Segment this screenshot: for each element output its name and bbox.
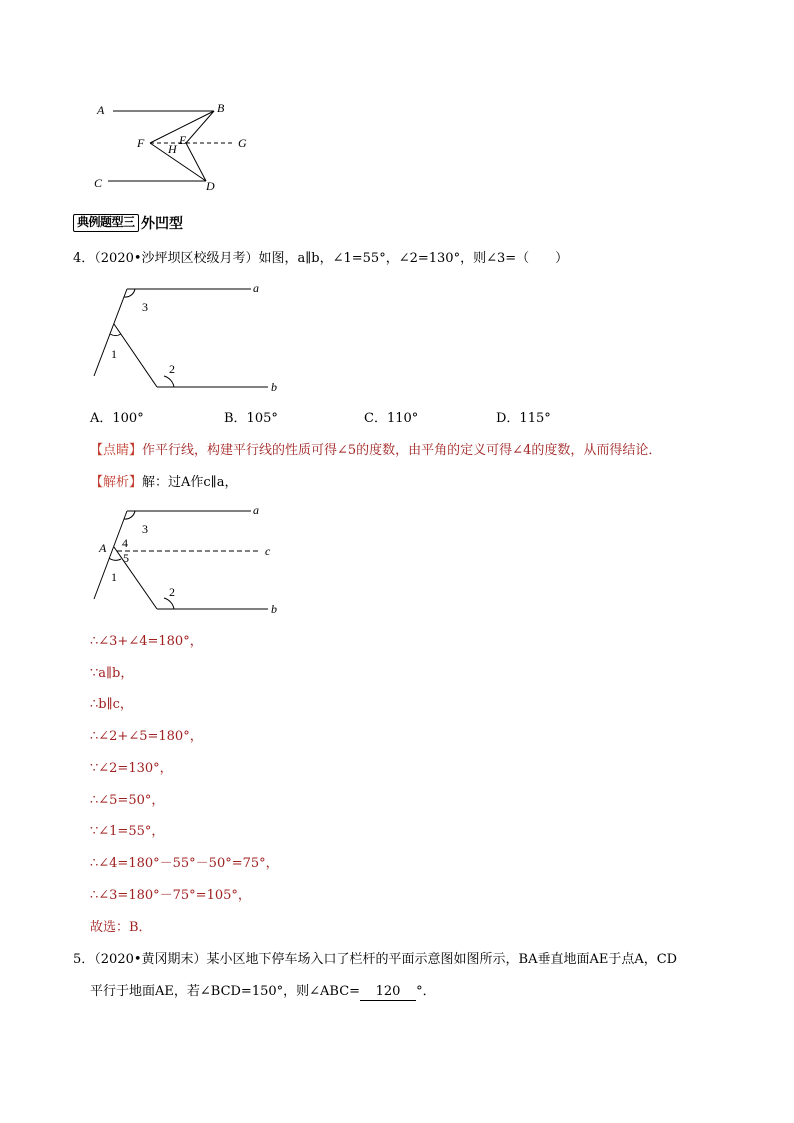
q4-label-3: 3 (142, 300, 148, 314)
q4f2-label-A: A (99, 541, 107, 555)
q4-stem: 4．（2020•沙坪坝区校级月考）如图，a∥b，∠1=55°，∠2=130°，则∠3=（ ） (73, 251, 569, 266)
label-F-top: F (137, 136, 145, 150)
q5-line-2-text: 平行于地面AE，若∠BCD=150°，则∠ABC= (90, 984, 361, 999)
q5-answer-blank: 120 (360, 984, 416, 1001)
q4f2-label-a: a (253, 503, 259, 517)
q4-hint-text: 作平行线，构建平行线的性质可得∠5的度数，由平角的定义可得∠4的度数，从而得结论． (142, 443, 662, 458)
section-badge: 典例题型三 (73, 214, 139, 232)
q4-label-2: 2 (169, 362, 175, 376)
q4-step-6: ∴∠5=50°， (90, 793, 165, 808)
q4-step-5: ∵∠2=130°， (90, 761, 173, 776)
q4-option-a: A．100° (90, 411, 144, 426)
q4-analysis-text: 解：过A作c∥a， (142, 475, 238, 490)
q4-label-1: 1 (111, 347, 117, 361)
q4-option-b: B．105° (224, 411, 278, 426)
q5-line-2 (90, 984, 436, 1001)
q4f2-label-c: c (265, 544, 271, 558)
q4-step-2: ∵a∥b， (90, 666, 134, 681)
q4f2-label-4: 4 (122, 536, 128, 550)
q4-step-4: ∴∠2+∠5=180°， (90, 729, 203, 744)
label-C-top: C (94, 176, 103, 190)
q4-option-d: D．115° (496, 411, 551, 426)
q4-analysis-tag: 【解析】 (90, 475, 143, 490)
q4-step-7: ∵∠1=55°， (90, 824, 165, 839)
label-D-top: D (206, 179, 215, 193)
q4f2-label-2: 2 (169, 585, 175, 599)
label-A-top: A (97, 103, 105, 117)
label-B-top: B (217, 101, 225, 115)
q4-label-b: b (271, 380, 277, 394)
label-H-top: H (168, 142, 177, 156)
q4f2-label-b: b (271, 602, 277, 616)
q4f2-label-3: 3 (142, 522, 148, 536)
q4-hint-tag: 【点睛】 (90, 443, 143, 458)
q4f2-label-5: 5 (123, 551, 129, 565)
q4-step-3: ∴b∥c， (90, 697, 133, 712)
section-title: 外凹型 (141, 216, 183, 232)
q5-line-1: 5．（2020•黄冈期末）某小区地下停车场入口了栏杆的平面示意图如图所示，BA垂直地面AE于点A，CD (73, 952, 678, 967)
q4-step-1: ∴∠3+∠4=180°， (90, 634, 203, 649)
q4f2-label-1: 1 (111, 570, 117, 584)
q4-step-9: ∴∠3=180°－75°=105°， (90, 888, 251, 903)
q4-step-8: ∴∠4=180°－55°－50°=75°， (90, 856, 279, 871)
q4-answer: 故选：B． (90, 920, 152, 935)
q5-line-2-end: °． (416, 984, 436, 999)
label-G-top: G (238, 136, 247, 150)
q4-label-a: a (253, 281, 259, 295)
label-E-top: E (179, 133, 187, 147)
q4-option-c: C．110° (364, 411, 419, 426)
